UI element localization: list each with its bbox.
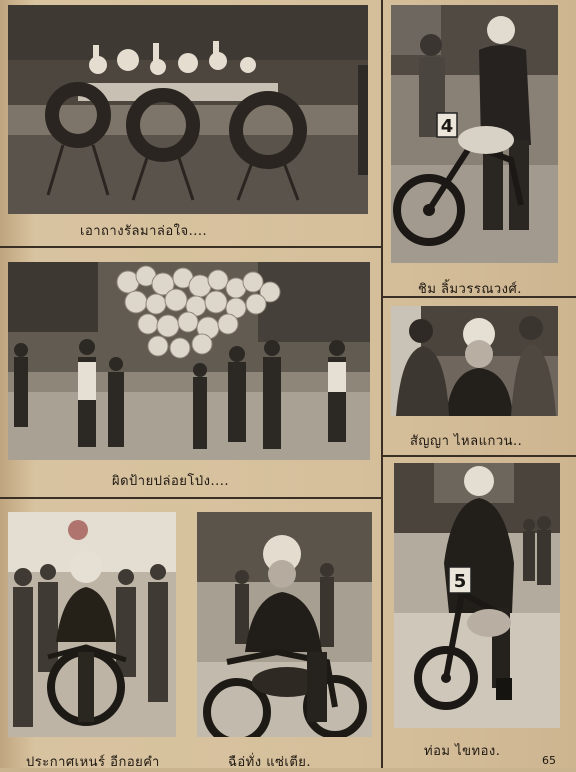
bottom-middle-rider-photo — [197, 512, 372, 737]
caption-balloons: ผิดป้ายปล่อยโป่ง.... — [112, 474, 229, 489]
caption-bottom-middle: ฉือ่ทั่ง แซ่เตีย. — [228, 755, 312, 770]
row-divider — [383, 455, 576, 457]
rider-number-5-photo — [394, 463, 560, 728]
helmet-man-photo — [391, 306, 558, 416]
caption-trophies: เอาถางรัลมาล่อใจ.... — [80, 224, 208, 239]
column-divider — [381, 0, 383, 768]
row-divider — [0, 497, 381, 499]
row-divider — [0, 246, 381, 248]
race-number-4: 4 — [440, 116, 454, 137]
caption-rider-top-right: ชิม ลิ้มวรรณวงศ์. — [418, 282, 522, 297]
rider-number-4-photo — [391, 5, 558, 263]
caption-bottom-right: ท่อม ไขทอง. — [424, 744, 501, 759]
caption-bottom-left: ประกาศเหนร์ อีกอยคำ — [26, 755, 160, 770]
balloons-photo — [8, 262, 370, 460]
bottom-left-rider-photo — [8, 512, 176, 737]
race-number-5: 5 — [453, 571, 467, 592]
trophy-table-photo — [8, 5, 368, 214]
page-number: 65 — [542, 754, 556, 767]
caption-helmet-man: สัญญา ไหลแกวน.. — [410, 434, 523, 449]
